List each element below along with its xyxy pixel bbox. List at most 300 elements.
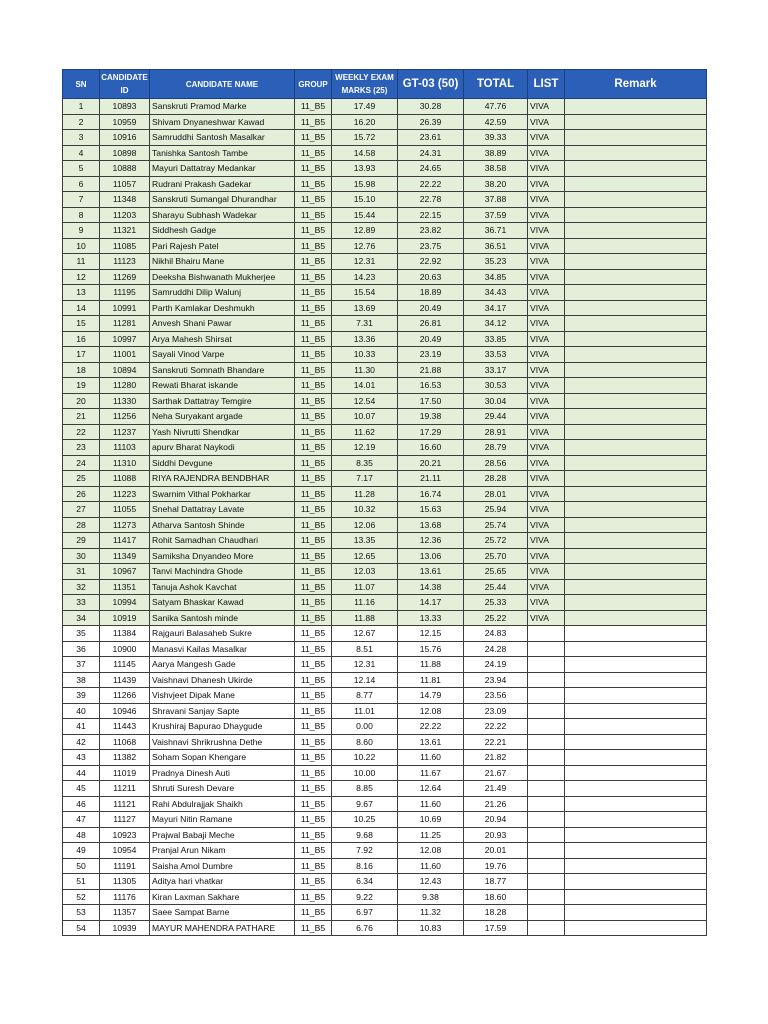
- cell-candidate-name: Mayuri Nitin Ramane: [150, 812, 295, 828]
- cell-weekly-marks: 13.36: [332, 331, 398, 347]
- cell-sn: 6: [63, 176, 100, 192]
- cell-candidate-name: Sayali Vinod Varpe: [150, 347, 295, 363]
- cell-candidate-name: Rahi Abdulrajjak Shaikh: [150, 796, 295, 812]
- cell-remark: [565, 440, 707, 456]
- cell-sn: 29: [63, 533, 100, 549]
- cell-group: 11_B5: [295, 269, 332, 285]
- table-row: [63, 548, 707, 564]
- cell-remark: [565, 192, 707, 208]
- cell-candidate-id: 11055: [100, 502, 150, 518]
- cell-weekly-marks: 8.35: [332, 455, 398, 471]
- cell-total: 25.33: [464, 595, 528, 611]
- cell-remark: [565, 223, 707, 239]
- cell-total: 20.01: [464, 843, 528, 859]
- table-row: [63, 192, 707, 208]
- cell-gt-03: 20.63: [398, 269, 464, 285]
- cell-weekly-marks: 12.31: [332, 254, 398, 270]
- cell-sn: 25: [63, 471, 100, 487]
- cell-group: 11_B5: [295, 920, 332, 936]
- cell-remark: [565, 579, 707, 595]
- cell-gt-03: 10.83: [398, 920, 464, 936]
- cell-candidate-name: Kiran Laxman Sakhare: [150, 889, 295, 905]
- table-row: [63, 734, 707, 750]
- cell-candidate-id: 11145: [100, 657, 150, 673]
- cell-group: 11_B5: [295, 548, 332, 564]
- cell-total: 21.82: [464, 750, 528, 766]
- cell-weekly-marks: 13.35: [332, 533, 398, 549]
- cell-candidate-name: Nikhil Bhairu Mane: [150, 254, 295, 270]
- cell-list: VIVA: [528, 440, 565, 456]
- cell-group: 11_B5: [295, 161, 332, 177]
- table-row: [63, 796, 707, 812]
- table-row: [63, 145, 707, 161]
- cell-sn: 2: [63, 114, 100, 130]
- cell-gt-03: 20.21: [398, 455, 464, 471]
- cell-total: 28.56: [464, 455, 528, 471]
- cell-candidate-name: Deeksha Bishwanath Mukherjee: [150, 269, 295, 285]
- cell-gt-03: 22.22: [398, 719, 464, 735]
- table-row: [63, 440, 707, 456]
- cell-candidate-name: Siddhesh Gadge: [150, 223, 295, 239]
- cell-remark: [565, 486, 707, 502]
- cell-total: 34.12: [464, 316, 528, 332]
- cell-sn: 4: [63, 145, 100, 161]
- cell-candidate-id: 11266: [100, 688, 150, 704]
- cell-list: VIVA: [528, 223, 565, 239]
- cell-candidate-name: Arya Mahesh Shirsat: [150, 331, 295, 347]
- cell-total: 18.60: [464, 889, 528, 905]
- cell-candidate-id: 11330: [100, 393, 150, 409]
- cell-list: [528, 781, 565, 797]
- cell-sn: 48: [63, 827, 100, 843]
- cell-gt-03: 22.78: [398, 192, 464, 208]
- cell-candidate-name: Sanskruti Somnath Bhandare: [150, 362, 295, 378]
- header-candidate-name: CANDIDATE NAME: [150, 70, 295, 99]
- table-row: [63, 905, 707, 921]
- table-row: [63, 765, 707, 781]
- cell-remark: [565, 719, 707, 735]
- cell-remark: [565, 207, 707, 223]
- cell-list: [528, 889, 565, 905]
- cell-total: 35.23: [464, 254, 528, 270]
- cell-candidate-id: 11348: [100, 192, 150, 208]
- cell-candidate-id: 11281: [100, 316, 150, 332]
- cell-group: 11_B5: [295, 517, 332, 533]
- cell-list: VIVA: [528, 471, 565, 487]
- cell-remark: [565, 641, 707, 657]
- cell-candidate-id: 11223: [100, 486, 150, 502]
- cell-sn: 5: [63, 161, 100, 177]
- cell-list: VIVA: [528, 99, 565, 115]
- cell-total: 25.70: [464, 548, 528, 564]
- cell-total: 21.26: [464, 796, 528, 812]
- cell-list: VIVA: [528, 610, 565, 626]
- cell-remark: [565, 378, 707, 394]
- table-row: [63, 285, 707, 301]
- cell-remark: [565, 703, 707, 719]
- cell-candidate-name: Mayuri Dattatray Medankar: [150, 161, 295, 177]
- cell-gt-03: 23.82: [398, 223, 464, 239]
- cell-total: 38.89: [464, 145, 528, 161]
- cell-total: 21.67: [464, 765, 528, 781]
- cell-sn: 14: [63, 300, 100, 316]
- table-row: [63, 781, 707, 797]
- cell-group: 11_B5: [295, 672, 332, 688]
- cell-gt-03: 11.60: [398, 796, 464, 812]
- cell-list: [528, 641, 565, 657]
- cell-weekly-marks: 8.77: [332, 688, 398, 704]
- cell-candidate-id: 11068: [100, 734, 150, 750]
- cell-sn: 46: [63, 796, 100, 812]
- cell-candidate-id: 11127: [100, 812, 150, 828]
- cell-weekly-marks: 15.54: [332, 285, 398, 301]
- cell-sn: 32: [63, 579, 100, 595]
- cell-gt-03: 11.60: [398, 858, 464, 874]
- cell-gt-03: 13.06: [398, 548, 464, 564]
- cell-weekly-marks: 12.65: [332, 548, 398, 564]
- cell-weekly-marks: 9.22: [332, 889, 398, 905]
- cell-total: 30.53: [464, 378, 528, 394]
- cell-candidate-id: 11384: [100, 626, 150, 642]
- cell-remark: [565, 858, 707, 874]
- cell-gt-03: 13.33: [398, 610, 464, 626]
- cell-sn: 54: [63, 920, 100, 936]
- table-row: [63, 827, 707, 843]
- cell-candidate-name: Vaishnavi Shrikrushna Dethe: [150, 734, 295, 750]
- cell-sn: 23: [63, 440, 100, 456]
- cell-total: 36.71: [464, 223, 528, 239]
- cell-candidate-name: MAYUR MAHENDRA PATHARE: [150, 920, 295, 936]
- cell-group: 11_B5: [295, 750, 332, 766]
- cell-weekly-marks: 14.58: [332, 145, 398, 161]
- cell-total: 47.76: [464, 99, 528, 115]
- table-row: [63, 517, 707, 533]
- cell-candidate-name: Tanishka Santosh Tambe: [150, 145, 295, 161]
- cell-weekly-marks: 7.92: [332, 843, 398, 859]
- cell-group: 11_B5: [295, 331, 332, 347]
- cell-total: 23.94: [464, 672, 528, 688]
- cell-list: VIVA: [528, 300, 565, 316]
- cell-list: [528, 905, 565, 921]
- table-row: [63, 269, 707, 285]
- cell-list: [528, 843, 565, 859]
- cell-gt-03: 23.61: [398, 130, 464, 146]
- cell-candidate-id: 10991: [100, 300, 150, 316]
- cell-sn: 9: [63, 223, 100, 239]
- cell-sn: 50: [63, 858, 100, 874]
- cell-list: VIVA: [528, 285, 565, 301]
- cell-gt-03: 26.39: [398, 114, 464, 130]
- cell-sn: 34: [63, 610, 100, 626]
- cell-candidate-name: Sharayu Subhash Wadekar: [150, 207, 295, 223]
- cell-candidate-id: 10916: [100, 130, 150, 146]
- cell-sn: 20: [63, 393, 100, 409]
- cell-group: 11_B5: [295, 285, 332, 301]
- cell-candidate-id: 11256: [100, 409, 150, 425]
- cell-group: 11_B5: [295, 223, 332, 239]
- cell-group: 11_B5: [295, 130, 332, 146]
- cell-gt-03: 12.36: [398, 533, 464, 549]
- cell-remark: [565, 471, 707, 487]
- cell-candidate-id: 11211: [100, 781, 150, 797]
- cell-sn: 37: [63, 657, 100, 673]
- cell-gt-03: 17.50: [398, 393, 464, 409]
- cell-weekly-marks: 10.00: [332, 765, 398, 781]
- cell-list: [528, 672, 565, 688]
- cell-candidate-name: Krushiraj Bapurao Dhaygude: [150, 719, 295, 735]
- cell-gt-03: 13.68: [398, 517, 464, 533]
- table-row: [63, 719, 707, 735]
- cell-list: [528, 920, 565, 936]
- cell-weekly-marks: 6.97: [332, 905, 398, 921]
- cell-weekly-marks: 12.03: [332, 564, 398, 580]
- cell-candidate-id: 10919: [100, 610, 150, 626]
- cell-candidate-name: Prajwal Babaji Meche: [150, 827, 295, 843]
- cell-candidate-name: Swarnim Vithal Pokharkar: [150, 486, 295, 502]
- cell-list: [528, 796, 565, 812]
- cell-candidate-id: 11349: [100, 548, 150, 564]
- cell-sn: 17: [63, 347, 100, 363]
- cell-candidate-id: 11321: [100, 223, 150, 239]
- table-row: [63, 657, 707, 673]
- cell-weekly-marks: 15.44: [332, 207, 398, 223]
- cell-sn: 47: [63, 812, 100, 828]
- cell-gt-03: 11.25: [398, 827, 464, 843]
- cell-remark: [565, 533, 707, 549]
- cell-weekly-marks: 14.23: [332, 269, 398, 285]
- cell-gt-03: 13.61: [398, 734, 464, 750]
- cell-gt-03: 11.81: [398, 672, 464, 688]
- cell-remark: [565, 254, 707, 270]
- cell-remark: [565, 285, 707, 301]
- cell-candidate-id: 11351: [100, 579, 150, 595]
- cell-weekly-marks: 6.34: [332, 874, 398, 890]
- cell-group: 11_B5: [295, 409, 332, 425]
- cell-weekly-marks: 12.54: [332, 393, 398, 409]
- cell-remark: [565, 657, 707, 673]
- cell-candidate-id: 11085: [100, 238, 150, 254]
- cell-total: 24.28: [464, 641, 528, 657]
- cell-remark: [565, 750, 707, 766]
- cell-candidate-name: Samruddhi Dilip Walunj: [150, 285, 295, 301]
- table-row: [63, 703, 707, 719]
- cell-candidate-name: Pranjal Arun Nikam: [150, 843, 295, 859]
- cell-list: VIVA: [528, 238, 565, 254]
- cell-candidate-id: 11195: [100, 285, 150, 301]
- cell-candidate-id: 10967: [100, 564, 150, 580]
- cell-remark: [565, 347, 707, 363]
- table-row: [63, 99, 707, 115]
- table-row: [63, 176, 707, 192]
- cell-remark: [565, 827, 707, 843]
- cell-candidate-id: 11443: [100, 719, 150, 735]
- cell-gt-03: 22.92: [398, 254, 464, 270]
- cell-total: 33.17: [464, 362, 528, 378]
- table-row: [63, 161, 707, 177]
- cell-total: 33.53: [464, 347, 528, 363]
- table-row: [63, 378, 707, 394]
- cell-gt-03: 14.38: [398, 579, 464, 595]
- cell-total: 25.74: [464, 517, 528, 533]
- cell-group: 11_B5: [295, 440, 332, 456]
- cell-remark: [565, 672, 707, 688]
- cell-total: 25.22: [464, 610, 528, 626]
- cell-total: 34.43: [464, 285, 528, 301]
- table-row: [63, 316, 707, 332]
- cell-list: [528, 703, 565, 719]
- cell-gt-03: 11.32: [398, 905, 464, 921]
- cell-weekly-marks: 10.33: [332, 347, 398, 363]
- table-row: [63, 424, 707, 440]
- cell-sn: 10: [63, 238, 100, 254]
- cell-gt-03: 10.69: [398, 812, 464, 828]
- cell-remark: [565, 796, 707, 812]
- cell-total: 37.59: [464, 207, 528, 223]
- cell-total: 23.56: [464, 688, 528, 704]
- cell-remark: [565, 517, 707, 533]
- cell-group: 11_B5: [295, 734, 332, 750]
- cell-candidate-id: 11417: [100, 533, 150, 549]
- table-row: [63, 626, 707, 642]
- cell-gt-03: 12.08: [398, 703, 464, 719]
- cell-group: 11_B5: [295, 595, 332, 611]
- cell-sn: 31: [63, 564, 100, 580]
- cell-sn: 51: [63, 874, 100, 890]
- cell-remark: [565, 765, 707, 781]
- cell-sn: 35: [63, 626, 100, 642]
- cell-total: 28.01: [464, 486, 528, 502]
- cell-remark: [565, 626, 707, 642]
- table-row: [63, 874, 707, 890]
- cell-candidate-name: Rewati Bharat iskande: [150, 378, 295, 394]
- cell-group: 11_B5: [295, 145, 332, 161]
- cell-gt-03: 24.31: [398, 145, 464, 161]
- cell-candidate-name: Vaishnavi Dhanesh Ukirde: [150, 672, 295, 688]
- cell-list: VIVA: [528, 316, 565, 332]
- cell-group: 11_B5: [295, 641, 332, 657]
- cell-gt-03: 26.81: [398, 316, 464, 332]
- cell-candidate-name: Sanskruti Sumangal Dhurandhar: [150, 192, 295, 208]
- cell-weekly-marks: 11.30: [332, 362, 398, 378]
- cell-list: [528, 750, 565, 766]
- cell-candidate-name: Rohit Samadhan Chaudhari: [150, 533, 295, 549]
- cell-total: 18.28: [464, 905, 528, 921]
- cell-sn: 28: [63, 517, 100, 533]
- cell-candidate-name: Rajgauri Balasaheb Sukre: [150, 626, 295, 642]
- cell-group: 11_B5: [295, 564, 332, 580]
- cell-weekly-marks: 11.01: [332, 703, 398, 719]
- cell-remark: [565, 502, 707, 518]
- cell-gt-03: 13.61: [398, 564, 464, 580]
- cell-list: VIVA: [528, 362, 565, 378]
- cell-candidate-id: 11103: [100, 440, 150, 456]
- cell-sn: 8: [63, 207, 100, 223]
- cell-candidate-id: 10954: [100, 843, 150, 859]
- cell-sn: 19: [63, 378, 100, 394]
- cell-list: [528, 688, 565, 704]
- cell-list: [528, 657, 565, 673]
- cell-group: 11_B5: [295, 719, 332, 735]
- cell-sn: 18: [63, 362, 100, 378]
- header-total: TOTAL: [464, 70, 528, 99]
- cell-gt-03: 16.53: [398, 378, 464, 394]
- cell-sn: 15: [63, 316, 100, 332]
- cell-gt-03: 11.60: [398, 750, 464, 766]
- cell-gt-03: 22.22: [398, 176, 464, 192]
- cell-gt-03: 14.79: [398, 688, 464, 704]
- cell-candidate-name: Snehal Dattatray Lavate: [150, 502, 295, 518]
- cell-group: 11_B5: [295, 889, 332, 905]
- cell-remark: [565, 99, 707, 115]
- cell-candidate-name: RIYA RAJENDRA BENDBHAR: [150, 471, 295, 487]
- table-row: [63, 238, 707, 254]
- cell-group: 11_B5: [295, 362, 332, 378]
- cell-candidate-name: Siddhi Devgune: [150, 455, 295, 471]
- cell-total: 25.44: [464, 579, 528, 595]
- cell-total: 22.22: [464, 719, 528, 735]
- cell-total: 20.94: [464, 812, 528, 828]
- cell-remark: [565, 920, 707, 936]
- table-row: [63, 672, 707, 688]
- cell-list: VIVA: [528, 424, 565, 440]
- cell-list: VIVA: [528, 502, 565, 518]
- cell-candidate-name: Sarthak Dattatray Temgire: [150, 393, 295, 409]
- cell-gt-03: 9.38: [398, 889, 464, 905]
- cell-weekly-marks: 15.10: [332, 192, 398, 208]
- cell-group: 11_B5: [295, 812, 332, 828]
- cell-candidate-id: 10893: [100, 99, 150, 115]
- cell-remark: [565, 734, 707, 750]
- cell-candidate-name: Manasvi Kailas Masalkar: [150, 641, 295, 657]
- cell-weekly-marks: 12.31: [332, 657, 398, 673]
- cell-weekly-marks: 12.76: [332, 238, 398, 254]
- cell-list: VIVA: [528, 347, 565, 363]
- cell-candidate-name: Samiksha Dnyandeo More: [150, 548, 295, 564]
- cell-total: 38.58: [464, 161, 528, 177]
- cell-group: 11_B5: [295, 316, 332, 332]
- cell-sn: 40: [63, 703, 100, 719]
- cell-list: [528, 765, 565, 781]
- cell-remark: [565, 316, 707, 332]
- cell-candidate-name: Soham Sopan Khengare: [150, 750, 295, 766]
- cell-weekly-marks: 0.00: [332, 719, 398, 735]
- cell-candidate-id: 11001: [100, 347, 150, 363]
- cell-candidate-name: Shravani Sanjay Sapte: [150, 703, 295, 719]
- cell-total: 25.94: [464, 502, 528, 518]
- cell-total: 28.28: [464, 471, 528, 487]
- cell-total: 28.91: [464, 424, 528, 440]
- cell-group: 11_B5: [295, 610, 332, 626]
- cell-candidate-id: 10946: [100, 703, 150, 719]
- cell-candidate-name: Shivam Dnyaneshwar Kawad: [150, 114, 295, 130]
- cell-candidate-name: Neha Suryakant argade: [150, 409, 295, 425]
- cell-sn: 24: [63, 455, 100, 471]
- table-row: [63, 920, 707, 936]
- cell-list: [528, 719, 565, 735]
- table-row: [63, 595, 707, 611]
- results-table: [62, 69, 707, 936]
- cell-remark: [565, 874, 707, 890]
- cell-sn: 36: [63, 641, 100, 657]
- table-row: [63, 486, 707, 502]
- cell-candidate-name: apurv Bharat Naykodi: [150, 440, 295, 456]
- cell-gt-03: 11.67: [398, 765, 464, 781]
- cell-total: 34.85: [464, 269, 528, 285]
- cell-candidate-id: 11057: [100, 176, 150, 192]
- header-candidate-id: CANDIDATE ID: [100, 70, 150, 99]
- cell-total: 39.33: [464, 130, 528, 146]
- cell-total: 29.44: [464, 409, 528, 425]
